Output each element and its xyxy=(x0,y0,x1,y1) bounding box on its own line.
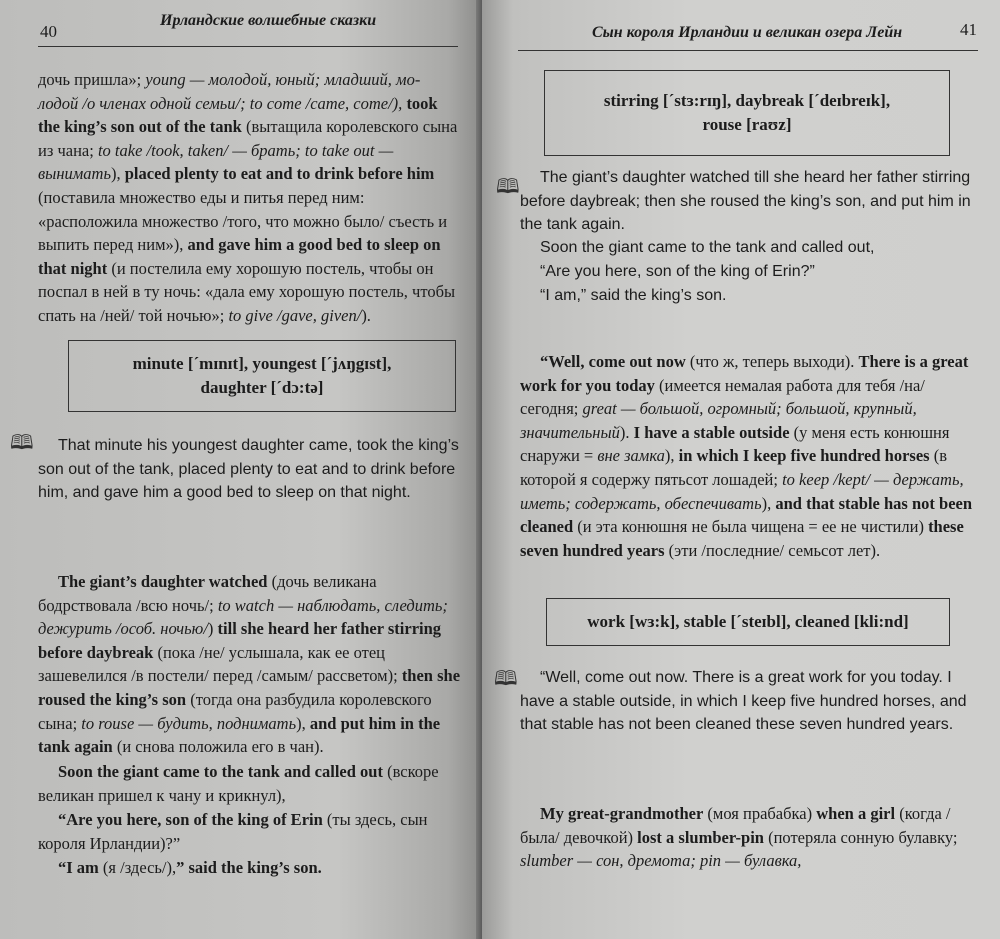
right-english-paragraph-6: “Well, come out now. There is a great work for you today. I have a stable outside, in which I keep five hundred horses, and that stable has not been cleaned these seven hundred years. xyxy=(520,669,967,734)
left-vocab-line-2: daughter [ˊdɔ:tə] xyxy=(200,378,324,397)
left-header-rule xyxy=(38,46,458,47)
right-vocabulary-box-1 xyxy=(544,70,950,156)
right-english-paragraph-4: “I am,” said the king’s son. xyxy=(540,287,727,304)
left-paragraph-3: The giant’s daughter watched (дочь великана бодрствовала /всю ночь/; to watch — наблюдать, следить; дежурить /особ. ночью/) till she heard her father stirring before daybreak (пока /не/ услышала, как ее отец зашевелился /в постели/ перед /самым/ рассветом); then she roused the king’s son (тогда она разбудила королевского сына; to rouse — будить, поднимать), and put him in the tank again (и снова положила его в чан). xyxy=(38,572,461,757)
left-paragraph-6: “I am (я /здесь/),” said the king’s son. xyxy=(58,858,322,877)
right-paragraph-5: “Well, come out now (что ж, теперь выходи). There is a great work for you today (имеется немалая работа для тебя /на/ сегодня; great — большой, огромный; большой, крупный, значительный). I have a stable outside (у меня есть конюшня снаружи = вне замка), in which I keep five hundred horses (в которой я содержу пятьсот лошадей; to keep /kept/ — держать, иметь; содержать, обеспечивать), and that stable has not been cleaned (и эта конюшня не была чищена = ее не чистили) these seven hundred years (эти /последние/ семьсот лет). xyxy=(520,352,973,560)
left-page-number: 40 xyxy=(40,22,57,41)
right-english-paragraph-1: The giant’s daughter watched till she heard her father stirring before daybreak; then she roused the king’s son, and put him in the tank again. xyxy=(520,169,971,234)
open-book-icon: 🕮 xyxy=(496,174,520,198)
left-english-paragraph: That minute his youngest daughter came, took the king’s son out of the tank, placed plenty to eat and to drink before him, and gave him a good bed to sleep on that night. xyxy=(38,437,459,502)
left-vocabulary-box xyxy=(68,340,456,412)
right-vocabulary-box-2 xyxy=(546,598,950,646)
right-english-paragraph-2: Soon the giant came to the tank and called out, xyxy=(540,239,875,256)
right-english-paragraph-3: “Are you here, son of the king of Erin?” xyxy=(540,263,815,280)
right-header-rule xyxy=(518,50,978,51)
left-paragraph-4: Soon the giant came to the tank and called out (вскоре великан пришел к чану и крикнул), xyxy=(38,762,439,805)
left-vocab-line-1: minute [ˊmɪnɪt], youngest [ˊjʌŋgɪst], xyxy=(132,354,392,373)
right-page xyxy=(482,0,1000,939)
open-book-icon: 🕮 xyxy=(494,666,518,690)
right-paragraph-7: My great-grandmother (моя прабабка) when a girl (когда /была/ девочкой) lost a slumber-pin (потеряла сонную булавку; slumber — сон, дремота; pin — булавка, xyxy=(520,804,958,871)
left-running-header: Ирландские волшебные сказки xyxy=(160,12,377,29)
left-paragraph-1: дочь пришла»; young — молодой, юный; младший, мо-лодой /о членах одной семьи/; to come /came, come/), took the king’s son out of the tank (вытащила королевского сына из чана; to take /took, taken/ — брать; to take out — вынимать), placed plenty to eat and to drink before him (поставила множество еды и питья перед ним: «расположила множество /того, что можно было/ съесть и выпить перед ним»), and gave him a good bed to sleep on that night (и постелила ему хорошую постель, чтобы он поспал в ней в ту ночь: «дала ему хорошую постель, чтобы спать на /ней/ той ночью»; to give /gave, given/). xyxy=(38,70,458,325)
open-book-icon: 🕮 xyxy=(10,430,34,454)
right-vocab2-line-1: work [wɜ:k], stable [ˊsteɪbl], cleaned [kli:nd] xyxy=(587,612,909,631)
left-page xyxy=(0,0,482,939)
right-vocab1-line-1: stirring [ˊstɜ:rɪŋ], daybreak [ˊdeɪbreɪk], xyxy=(603,91,891,110)
left-paragraph-5: “Are you here, son of the king of Erin (ты здесь, сын короля Ирландии)?” xyxy=(38,810,428,853)
right-vocab1-line-2: rouse [raʊz] xyxy=(702,115,792,134)
right-running-header: Сын короля Ирландии и великан озера Лейн xyxy=(592,24,903,41)
right-page-number: 41 xyxy=(960,20,977,39)
